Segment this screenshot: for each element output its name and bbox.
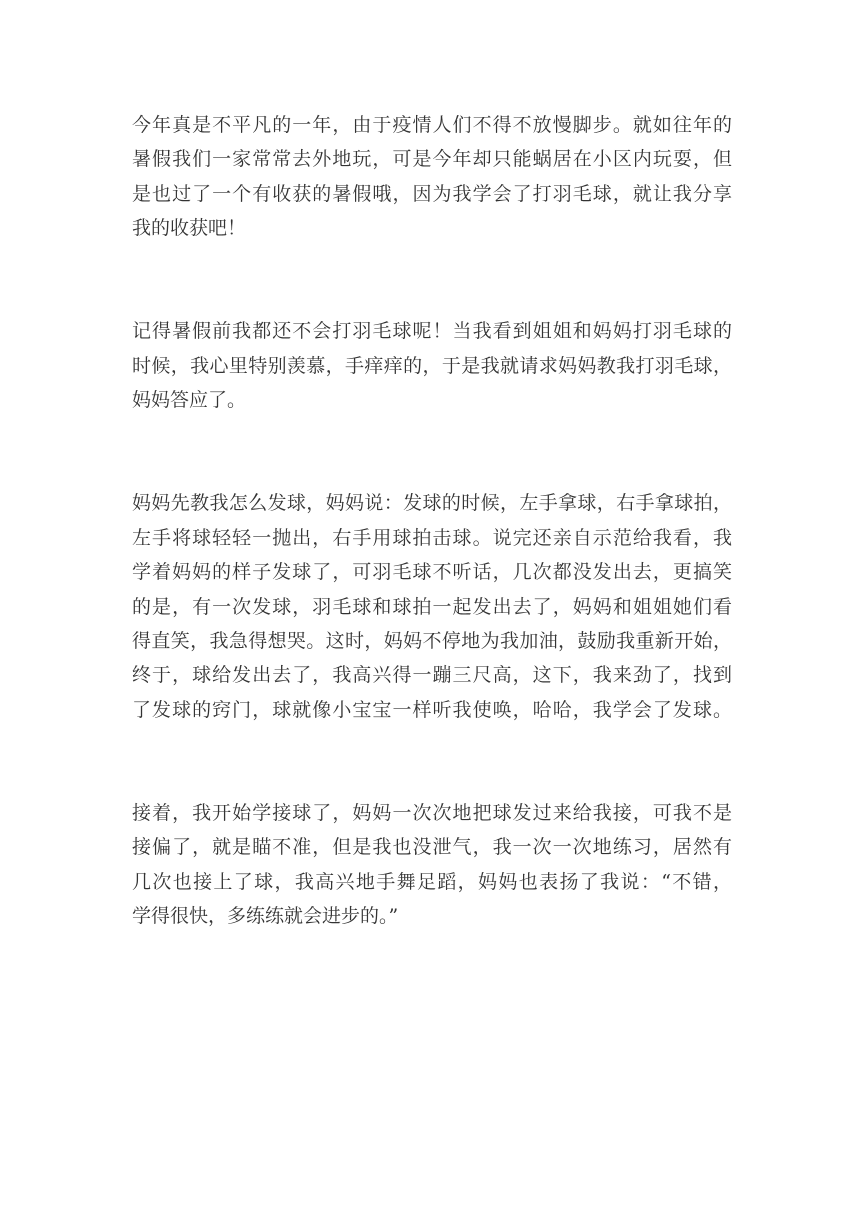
- text-line: 时候，我心里特别羡慕，手痒痒的，于是我就请求妈妈教我打羽毛球，: [132, 354, 732, 377]
- paragraph-1: [132, 108, 732, 246]
- text-line: 了发球的窍门，球就像小宝宝一样听我使唤，哈哈，我学会了发球。: [132, 698, 732, 721]
- text-line: 是也过了一个有收获的暑假哦，因为我学会了打羽毛球，就让我分享: [132, 182, 732, 205]
- paragraph-2: [132, 314, 732, 417]
- text-line: 我的收获吧！: [132, 217, 247, 240]
- paragraph-4: [132, 796, 732, 934]
- text-line: 今年真是不平凡的一年，由于疫情人们不得不放慢脚步。就如往年的: [132, 114, 732, 136]
- paragraph-gap: [132, 246, 732, 315]
- text-line: 记得暑假前我都还不会打羽毛球呢！当我看到姐姐和妈妈打羽毛球的: [132, 320, 732, 343]
- paragraph-3: [132, 486, 732, 727]
- text-line: 学得很快，多练练就会进步的。”: [132, 905, 399, 928]
- text-line: 接偏了，就是瞄不准，但是我也没泄气，我一次一次地练习，居然有: [132, 836, 732, 859]
- paragraph-gap: [132, 418, 732, 487]
- article-body: [132, 108, 732, 933]
- text-line: 几次也接上了球，我高兴地手舞足蹈，妈妈也表扬了我说：“不错，: [132, 870, 732, 893]
- text-line: 得直笑，我急得想哭。这时，妈妈不停地为我加油，鼓励我重新开始，: [132, 629, 732, 652]
- paragraph-gap: [132, 727, 732, 796]
- text-line: 学着妈妈的样子发球了，可羽毛球不听话，几次都没发出去，更搞笑: [132, 561, 732, 584]
- text-line: 的是，有一次发球，羽毛球和球拍一起发出去了，妈妈和姐姐她们看: [132, 595, 732, 618]
- text-line: 终于，球给发出去了，我高兴得一蹦三尺高，这下，我来劲了，找到: [132, 664, 732, 687]
- text-line: 左手将球轻轻一抛出，右手用球拍击球。说完还亲自示范给我看，我: [132, 526, 732, 549]
- text-line: 妈妈先教我怎么发球，妈妈说：发球的时候，左手拿球，右手拿球拍，: [132, 492, 732, 515]
- text-line: 暑假我们一家常常去外地玩，可是今年却只能蜗居在小区内玩耍，但: [132, 148, 732, 171]
- text-line: 接着，我开始学接球了，妈妈一次次地把球发过来给我接，可我不是: [132, 801, 732, 824]
- text-line: 妈妈答应了。: [132, 389, 247, 412]
